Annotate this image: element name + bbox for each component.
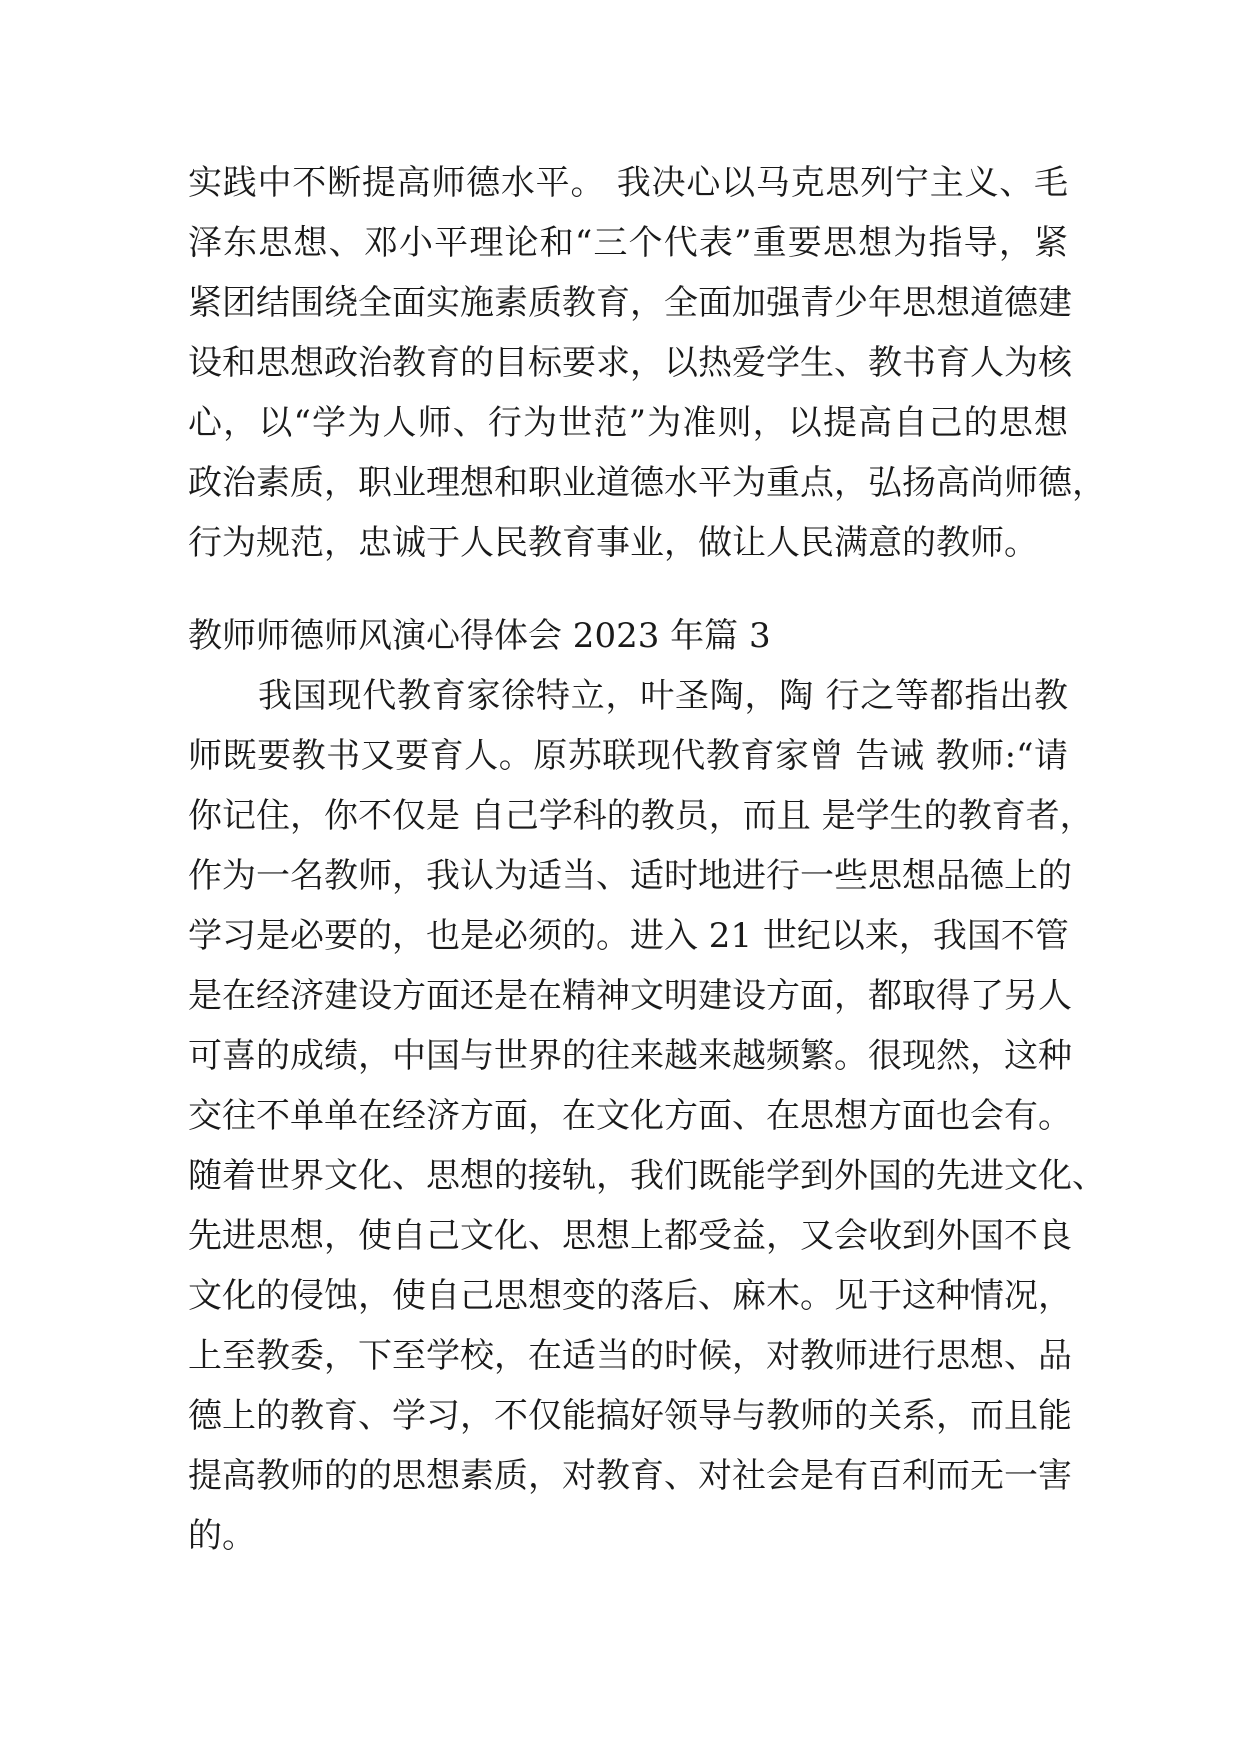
- paragraph-line: 的。: [188, 1516, 256, 1556]
- paragraph-line: 提高教师的的思想素质，对教育、对社会是有百利而无一害: [188, 1456, 1072, 1496]
- paragraph-line: 泽东思想、邓小平理论和“三个代表”重要思想为指导，紧: [188, 223, 1068, 263]
- paragraph-line: 你记住，你不仅是 自己学科的教员，而且 是学生的教育者，: [188, 796, 1094, 836]
- paragraph-line: 政治素质，职业理想和职业道德水平为重点，弘扬高尚师德，: [188, 463, 1106, 503]
- paragraph-line: 是在经济建设方面还是在精神文明建设方面，都取得了另人: [188, 976, 1072, 1016]
- paragraph-line: 文化的侵蚀，使自己思想变的落后、麻木。见于这种情况，: [188, 1276, 1072, 1316]
- paragraph-line: 行为规范，忠诚于人民教育事业，做让人民满意的教师。: [188, 523, 1038, 563]
- paragraph-continued: [188, 153, 1106, 573]
- paragraph-line: 作为一名教师，我认为适当、适时地进行一些思想品德上的: [188, 856, 1072, 896]
- paragraph-body: [188, 666, 1106, 1566]
- paragraph-line: 学习是必要的，也是必须的。进入 21 世纪以来，我国不管: [188, 916, 1069, 956]
- paragraph-line: 师既要教书又要育人。原苏联现代教育家曾 告诫 教师:“请: [188, 736, 1068, 776]
- section-heading: [188, 606, 1068, 666]
- paragraph-line: 德上的教育、学习，不仅能搞好领导与教师的关系，而且能: [188, 1396, 1072, 1436]
- paragraph-line: 可喜的成绩，中国与世界的往来越来越频繁。很现然，这种: [188, 1036, 1072, 1076]
- paragraph-line: 交往不单单在经济方面，在文化方面、在思想方面也会有。: [188, 1096, 1072, 1136]
- paragraph-line: 我国现代教育家徐特立，叶圣陶，陶 行之等都指出教: [258, 676, 1068, 716]
- section-heading-text: 教师师德师风演心得体会 2023 年篇 3: [188, 616, 771, 656]
- paragraph-line: 先进思想，使自己文化、思想上都受益，又会收到外国不良: [188, 1216, 1072, 1256]
- paragraph-line: 设和思想政治教育的目标要求，以热爱学生、教书育人为核: [188, 343, 1072, 383]
- paragraph-line: 紧团结围绕全面实施素质教育，全面加强青少年思想道德建: [188, 283, 1072, 323]
- paragraph-line: 实践中不断提高师德水平。 我决心以马克思列宁主义、毛: [188, 163, 1068, 203]
- paragraph-line: 上至教委，下至学校，在适当的时候，对教师进行思想、品: [188, 1336, 1072, 1376]
- paragraph-line: 心，以“学为人师、行为世范”为准则，以提高自己的思想: [188, 403, 1068, 443]
- paragraph-line: 随着世界文化、思想的接轨，我们既能学到外国的先进文化、: [188, 1156, 1106, 1196]
